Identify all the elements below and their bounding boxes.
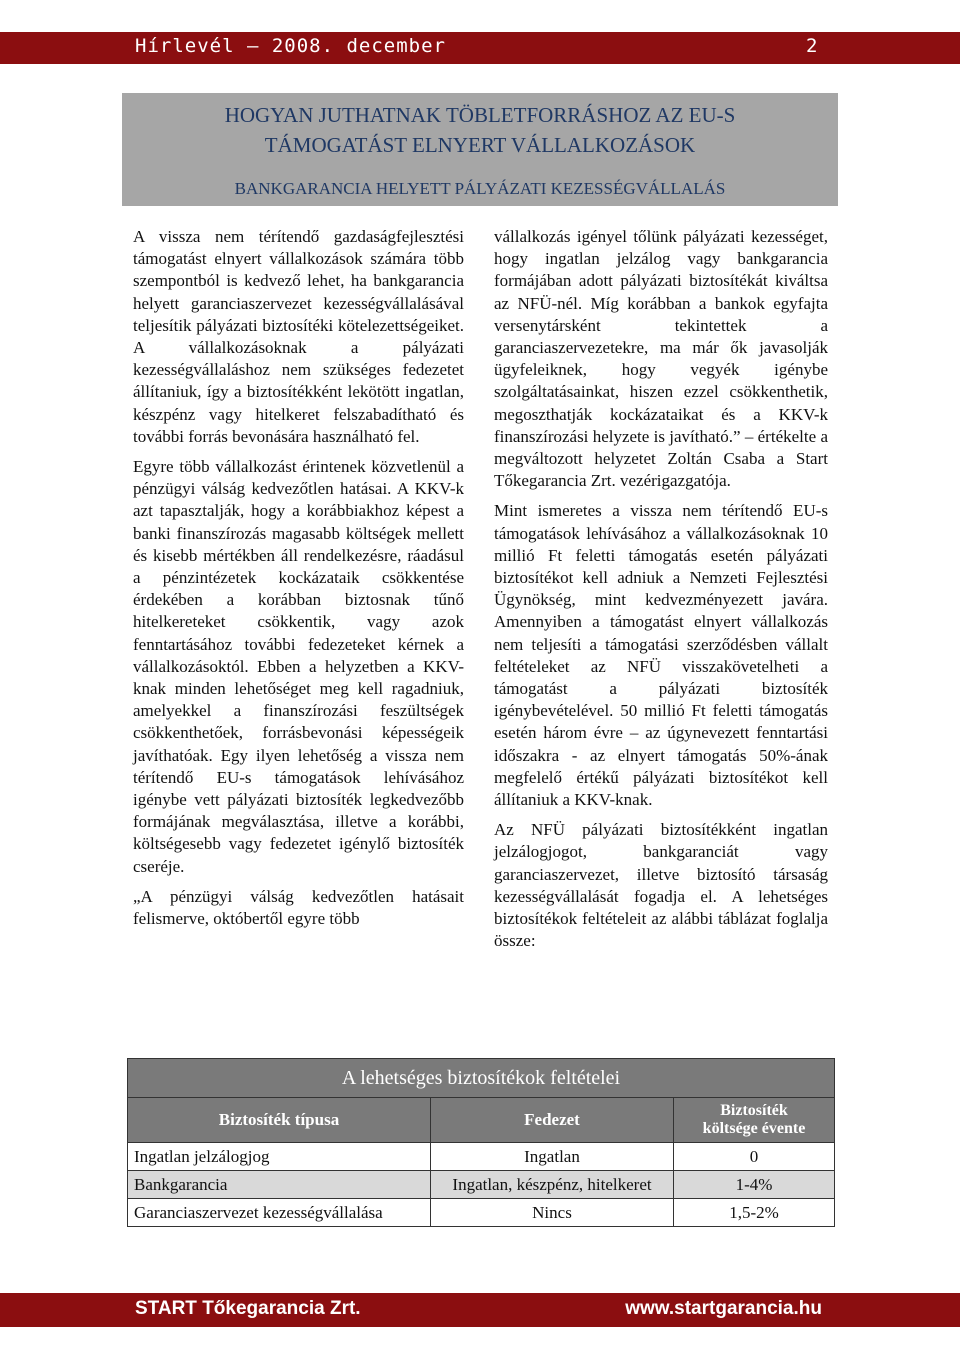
- cell-collateral: Nincs: [431, 1199, 674, 1227]
- newsletter-title: Hírlevél – 2008. december: [135, 35, 446, 57]
- header-cost-line-2: költsége évente: [702, 1120, 806, 1137]
- article-title-line-1: HOGYAN JUTHATNAK TÖBLETFORRÁSHOZ AZ EU-S: [224, 103, 736, 127]
- header-collateral: Fedezet: [431, 1098, 674, 1143]
- left-paragraph-2: Egyre több vállalkozást érintenek közvetlenül a pénzügyi válság kedvezőtlen hatásai. A KKV-k azt tapasztalják, hogy a korábbiakhoz képest a banki finanszírozás magasabb költségek mellett és kisebb mértékben áll rendelkezésre, ráadásul a pénzintézetek kockázataik csökkentése érdekében a korábban biztosnak tűnő hitelkereteket csökkentik, vagy azok fenntartásához további fedezeteket kérnek a vállalkozásoktól. Ebben a helyzetben a KKV-knak minden lehetőséget meg kell ragadniuk, amelyekkel a finanszírozási feszültségek csökkenthetőek, forrásbevonási képességeik javíthatóak. Egy ilyen lehetőség a vissza nem térítendő EU-s támogatások lehívásához igénybe vett pályázati biztosíték legkedvezőbb formájának megválasztása, illetve a korábbi, költségesebb vagy fedezetet igénylő biztosíték cseréje.: [133, 457, 464, 876]
- cell-type: Bankgarancia: [128, 1171, 431, 1199]
- header-type: Biztosíték típusa: [128, 1098, 431, 1143]
- table-row: [128, 1171, 835, 1199]
- article-subtitle: BANKGARANCIA HELYETT PÁLYÁZATI KEZESSÉGVÁLLALÁS: [234, 179, 726, 198]
- cell-type: Ingatlan jelzálogjog: [128, 1143, 431, 1171]
- header-cost: [674, 1098, 835, 1143]
- cell-type: Garanciaszervezet kezességvállalása: [128, 1199, 431, 1227]
- right-paragraph-3: Az NFÜ pályázati biztosítékként ingatlan jelzálogjogot, bankgaranciát vagy garanciaszervezet, illetve biztosító társaság kezességvállalását fogadja el. A lehetséges biztosítékok feltételeit az alábbi táblázat foglalja össze:: [494, 820, 828, 951]
- article-title-box: [122, 93, 838, 206]
- left-paragraph-1: A vissza nem térítendő gazdaságfejlesztési támogatást elnyert vállalkozások számára több szempontból is kedvező lehet, ha bankgarancia helyett garanciaszervezet kezességvállalásával teljesítik pályázati biztosítéki kötelezettségeiket. A vállalkozásoknak a pályázati kezességvállaláshoz nem szükséges fedezetet állítaniuk, így a biztosítékként lekötött ingatlan, készpénz vagy hitelkeret felszabadítható és további forrás bevonására használható fel.: [133, 227, 464, 446]
- cell-cost: 1-4%: [674, 1171, 835, 1199]
- footer-bar: [0, 1293, 960, 1327]
- cell-cost: 0: [674, 1143, 835, 1171]
- table-row: [128, 1199, 835, 1227]
- footer-company: START Tőkegarancia Zrt.: [135, 1298, 361, 1319]
- right-paragraph-2: Mint ismeretes a vissza nem térítendő EU-s támogatások lehívásához a vállalkozásoknak 10 millió Ft feletti támogatás esetén pályázati biztosítékot kell adniuk a Nemzeti Fejlesztési Ügynökség, mint kedvezményezett javára. Amennyiben a támogatást elnyert vállalkozás nem teljesíti a támogatási szerződésben vállalt feltételeket az NFÜ visszakövetelheti a támogatást a pályázati biztosíték igénybevételével. 50 millió Ft feletti támogatás esetén három évre – az úgynevezett fenntartási időszakra - az elnyert támogatás 50%-ának megfelelő értékű pályázati biztosítékot kell állítaniuk a KKV-knak.: [494, 501, 828, 810]
- guarantee-table: [127, 1058, 835, 1227]
- header-cost-line-1: Biztosíték: [720, 1102, 788, 1119]
- cell-cost: 1,5-2%: [674, 1199, 835, 1227]
- article-title-line-2: TÁMOGATÁST ELNYERT VÁLLALKOZÁSOK: [264, 133, 696, 157]
- right-paragraph-1: vállalkozás igényel tőlünk pályázati kezességet, hogy ingatlan jelzálog vagy bankgarancia formájában adott pályázati biztosítékát kiváltsa az NFÜ-nél. Míg korábban a bankok egyfajta versenytársként tekintettek a garanciaszervezetekre, ma már ők javasolják ügyfeleiknek, hogy vegyék igénybe szolgáltatásainkat, hiszen ezzel csökkenthetik, megoszthatják kockázataikat és a KKV-k finanszírozási helyzete is javítható.” – értékelte a megváltozott helyzetet Zoltán Csaba a Start Tőkegarancia Zrt. vezérigazgatója.: [494, 227, 828, 491]
- right-column: [494, 226, 828, 961]
- cell-collateral: Ingatlan, készpénz, hitelkeret: [431, 1171, 674, 1199]
- left-paragraph-3: „A pénzügyi válság kedvezőtlen hatásait felismerve, októbertől egyre több: [133, 886, 464, 929]
- footer-website-link[interactable]: www.startgarancia.hu: [625, 1298, 822, 1319]
- page-number: 2: [806, 35, 818, 57]
- table-row: [128, 1143, 835, 1171]
- table-caption: A lehetséges biztosítékok feltételei: [128, 1059, 835, 1098]
- cell-collateral: Ingatlan: [431, 1143, 674, 1171]
- header-bar: [0, 32, 960, 64]
- left-column: [133, 226, 464, 938]
